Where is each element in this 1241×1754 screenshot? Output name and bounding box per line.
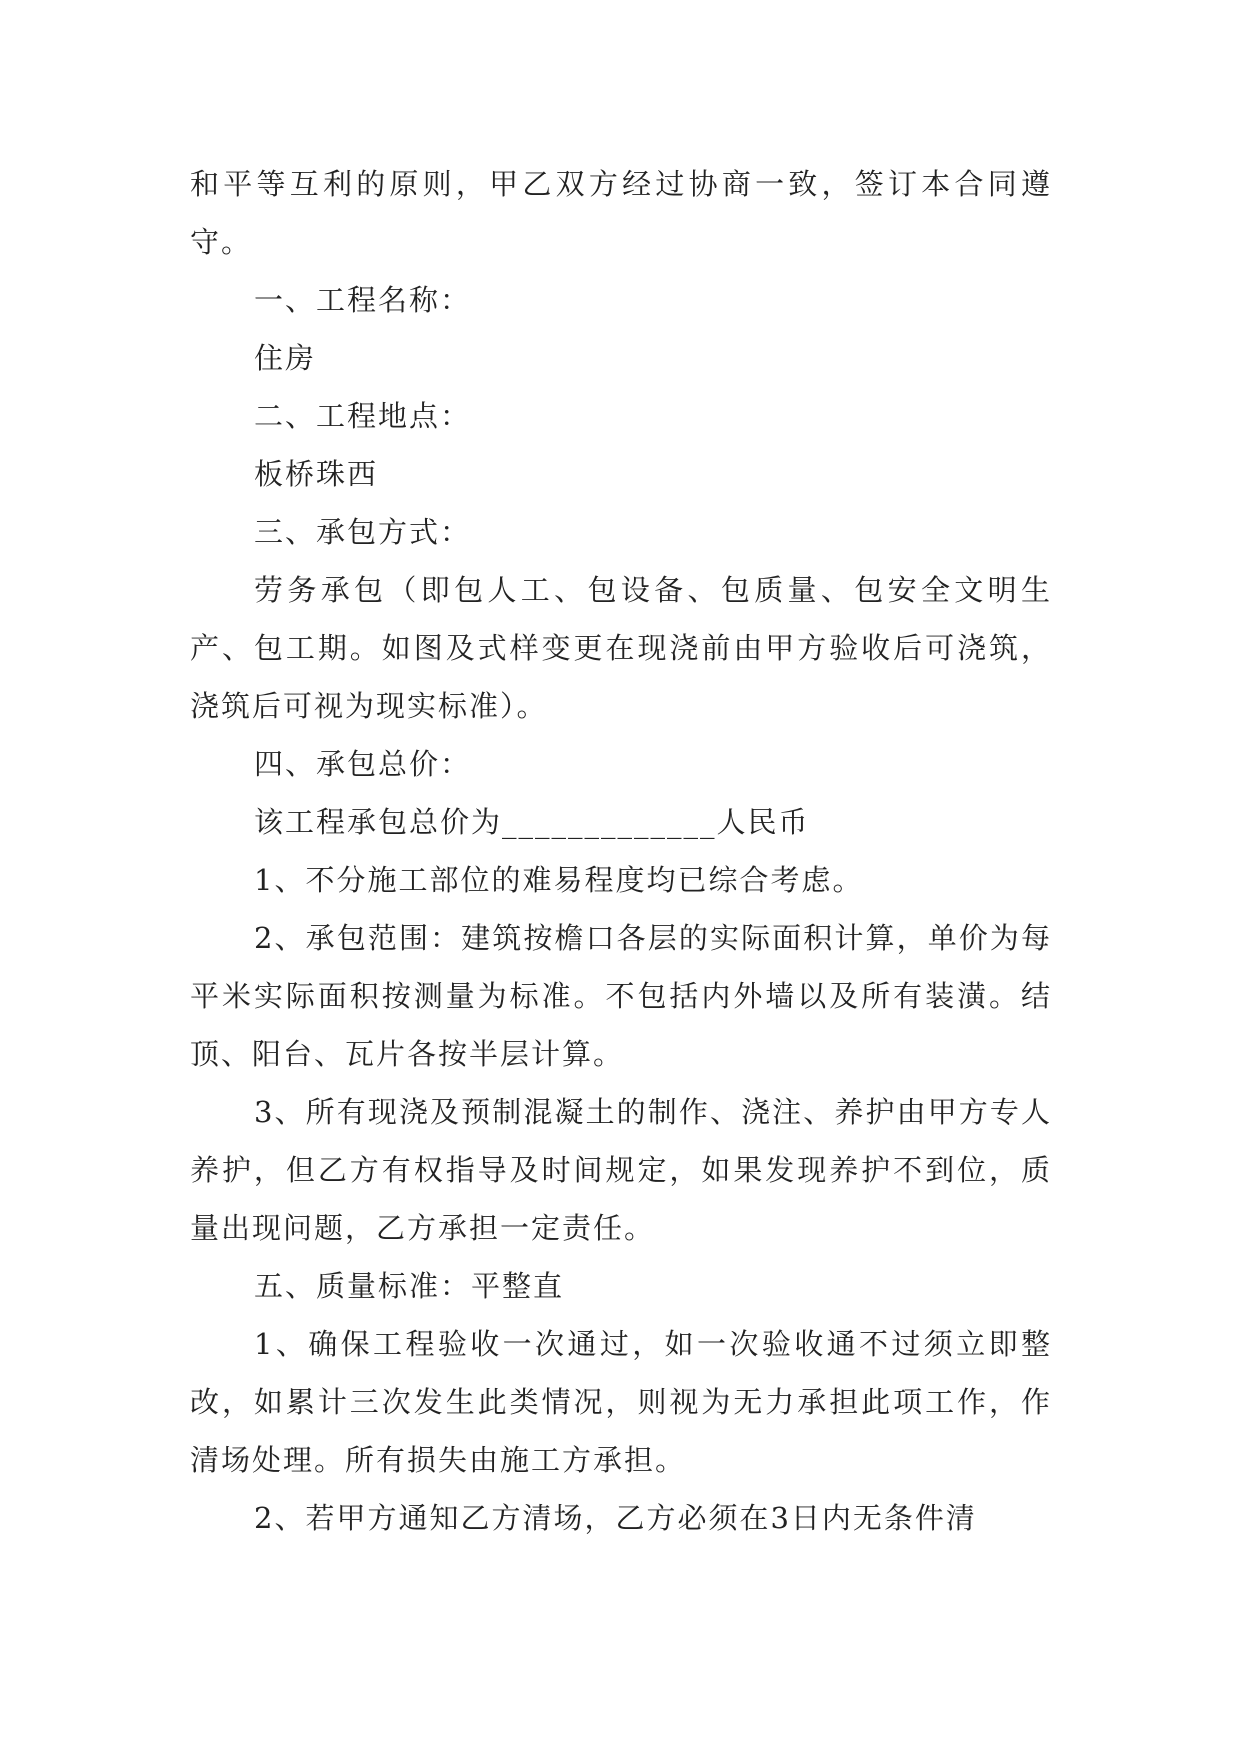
heading-project-name: 一、工程名称： [254,283,472,317]
value-contract-method: 劳务承包（即包人工、包设备、包质量、包安全文明生产、包工期。如图及式样变更在现浇前由甲方验收后可浇筑，浇筑后可视为现实标准）。 [190,573,1052,723]
value-project-name: 住房 [254,341,317,375]
clause-price-2: 2、承包范围：建筑按檐口各层的实际面积计算，单价为每平米实际面积按测量为标准。不包括内外墙以及所有装潢。结顶、阳台、瓦片各按半层计算。 [190,921,1052,1071]
clause-price-3: 3、所有现浇及预制混凝土的制作、浇注、养护由甲方专人养护，但乙方有权指导及时间规定，如果发现养护不到位，质量出现问题，乙方承担一定责任。 [190,1095,1052,1245]
clause-quality-1: 1、确保工程验收一次通过，如一次验收通不过须立即整改，如累计三次发生此类情况，则视为无力承担此项工作，作清场处理。所有损失由施工方承担。 [190,1327,1052,1477]
paragraph-intro: 和平等互利的原则，甲乙双方经过协商一致，签订本合同遵守。 [190,167,1052,259]
heading-total-price: 四、承包总价： [254,747,472,781]
clause-quality-2: 2、若甲方通知乙方清场，乙方必须在3日内无条件清 [254,1501,977,1535]
heading-contract-method: 三、承包方式： [254,515,472,549]
value-project-location: 板桥珠西 [254,457,379,491]
heading-project-location: 二、工程地点： [254,399,472,433]
document-body [190,155,1052,1547]
clause-price-1: 1、不分施工部位的难易程度均已综合考虑。 [254,863,864,897]
value-total-price: 该工程承包总价为_____________人民币 [254,805,810,839]
heading-quality-standard: 五、质量标准：平整直 [254,1269,565,1303]
